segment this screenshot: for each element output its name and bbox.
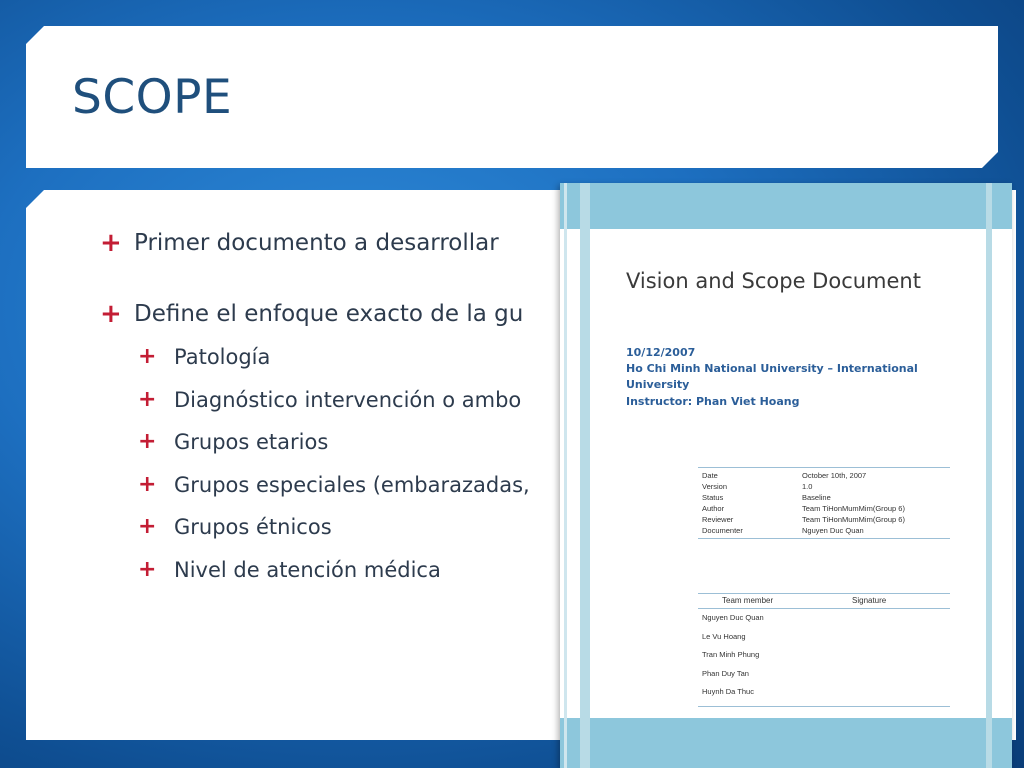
meta-value: October 10th, 2007: [802, 471, 867, 480]
signature-header: Signature: [852, 596, 887, 605]
doc-instructor: Instructor: Phan Viet Hoang: [626, 395, 800, 408]
sub-bullet-item: [100, 549, 570, 592]
table-row: [698, 470, 950, 481]
doc-meta-table: [698, 467, 950, 539]
team-table-header: [698, 594, 950, 609]
team-member-header: Team member: [722, 596, 774, 605]
sub-bullet-item: [100, 421, 570, 464]
table-row: Tran Minh Phung: [702, 650, 760, 659]
table-row: [698, 514, 950, 525]
sub-bullet-item: [100, 506, 570, 549]
plus-icon: +: [138, 514, 157, 540]
table-row: [698, 525, 950, 536]
bullet-text: Primer documento a desarrollar: [134, 230, 499, 256]
meta-value: Nguyen Duc Quan: [802, 526, 864, 535]
bullet-text: Patología: [174, 345, 271, 370]
bullet-text: Grupos étnicos: [174, 515, 332, 540]
bullet-text: Define el enfoque exacto de la gu: [134, 301, 524, 327]
doc-stripe: [986, 183, 992, 768]
doc-title: Vision and Scope Document: [626, 269, 921, 293]
table-row: [698, 492, 950, 503]
meta-key: Status: [702, 493, 724, 502]
bullet-list: [100, 226, 570, 591]
bullet-text: Nivel de atención médica: [174, 557, 441, 582]
doc-date: 10/12/2007: [626, 346, 696, 359]
plus-icon: +: [138, 386, 157, 412]
doc-stripe: [564, 183, 567, 768]
meta-key: Version: [702, 482, 728, 491]
meta-key: Reviewer: [702, 515, 734, 524]
doc-stripe: [580, 183, 590, 768]
doc-team-table: [698, 593, 950, 707]
sub-bullet-item: [100, 464, 570, 507]
plus-icon: +: [138, 556, 157, 582]
table-row: Huynh Da Thuc: [702, 687, 754, 696]
slide-title: SCOPE: [72, 70, 233, 125]
document-image: [560, 183, 1012, 768]
doc-university: Ho Chi Minh National University – International University: [626, 362, 918, 391]
table-row: Le Vu Hoang: [702, 631, 746, 641]
bullet-text: Grupos especiales (embarazadas,: [174, 472, 530, 497]
plus-icon: +: [100, 299, 122, 329]
plus-icon: +: [138, 471, 157, 497]
table-row: [698, 481, 950, 492]
plus-icon: +: [138, 344, 157, 370]
bullet-text: Grupos etarios: [174, 430, 329, 455]
sub-bullet-item: [100, 379, 570, 422]
table-row: Nguyen Duc Quan: [702, 613, 764, 622]
bullet-item: [100, 226, 570, 260]
plus-icon: +: [100, 228, 122, 258]
table-row: [698, 503, 950, 514]
meta-key: Date: [702, 471, 718, 480]
meta-key: Author: [702, 504, 725, 513]
meta-value: 1.0: [802, 482, 813, 491]
meta-value: Team TiHonMumMim(Group 6): [802, 515, 905, 524]
meta-key: Documenter: [702, 526, 743, 535]
bullet-item: [100, 292, 570, 336]
meta-value: Team TiHonMumMim(Group 6): [802, 504, 905, 513]
plus-icon: +: [138, 429, 157, 455]
bullet-text: Diagnóstico intervención o ambo: [174, 387, 522, 412]
table-row: Phan Duy Tan: [702, 668, 749, 678]
meta-value: Baseline: [802, 493, 831, 502]
doc-band-bottom: [560, 718, 1012, 768]
doc-band-top: [560, 183, 1012, 229]
sub-bullet-item: [100, 336, 570, 379]
